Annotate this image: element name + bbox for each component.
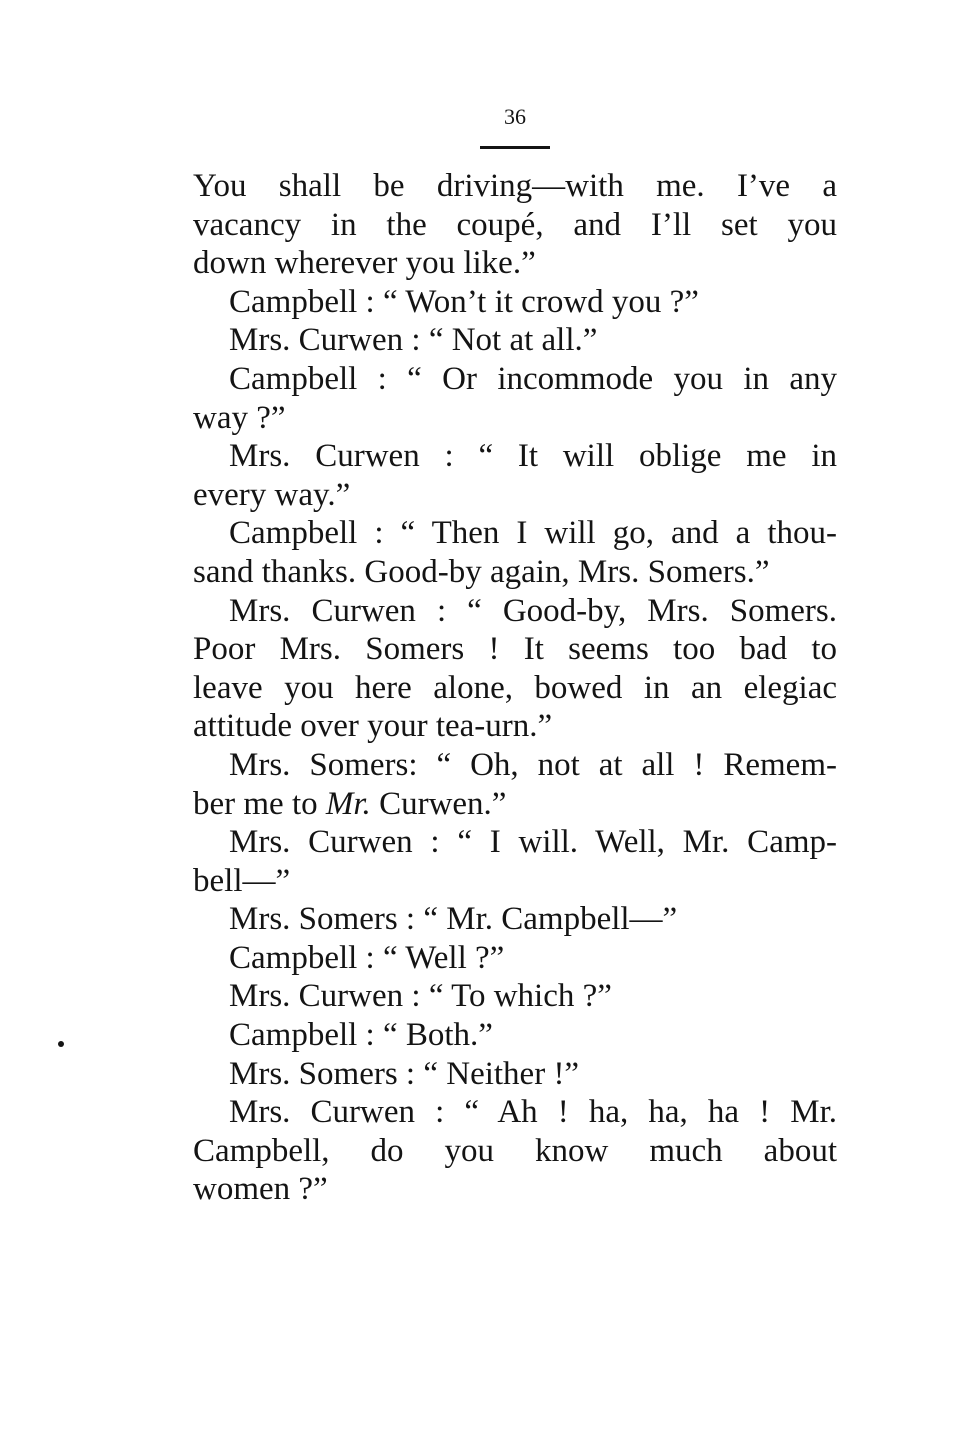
dialogue-line: Mrs. Somers : “ Neither !” xyxy=(229,1055,580,1092)
stray-mark xyxy=(58,1041,64,1047)
dialogue-line: Campbell : “ Both.” xyxy=(229,1017,493,1054)
text-line: attitude over your tea-urn.” xyxy=(193,708,553,745)
text-line xyxy=(193,785,837,824)
dialogue-line: Mrs. Curwen : “ I will. Well, Mr. Camp- xyxy=(229,824,837,861)
dialogue-line: Mrs. Somers: “ Oh, not at all ! Remem- xyxy=(229,746,837,783)
dialogue-line: Campbell : “ Or incommode you in any xyxy=(229,360,837,397)
dialogue-line: Mrs. Curwen : “ It will oblige me in xyxy=(229,438,837,475)
text-line: way ?” xyxy=(193,399,286,436)
dialogue-line: Mrs. Curwen : “ Good-by, Mrs. Somers. xyxy=(229,592,837,629)
text-line: women ?” xyxy=(193,1171,328,1208)
text-line: every way.” xyxy=(193,476,351,513)
dialogue-line: Mrs. Curwen : “ To which ?” xyxy=(229,978,612,1015)
body-text xyxy=(193,167,837,1209)
text-line: down wherever you like.” xyxy=(193,245,536,282)
text-line: Poor Mrs. Somers ! It seems too bad to xyxy=(193,631,837,668)
page-number: 36 xyxy=(504,104,526,129)
text-fragment: ber me to xyxy=(193,785,326,822)
dialogue-line: Campbell : “ Well ?” xyxy=(229,939,505,976)
text-line: You shall be driving—with me. I’ve a xyxy=(193,168,837,204)
text-fragment: Curwen.” xyxy=(379,785,507,822)
text-line: vacancy in the coupé, and I’ll set you xyxy=(193,206,837,243)
text-line: sand thanks. Good-by again, Mrs. Somers.” xyxy=(193,553,770,590)
dialogue-line: Campbell : “ Won’t it crowd you ?” xyxy=(229,283,699,320)
header-rule xyxy=(480,146,550,149)
dialogue-line: Mrs. Curwen : “ Not at all.” xyxy=(229,322,598,359)
dialogue-line: Mrs. Somers : “ Mr. Campbell—” xyxy=(229,901,678,938)
dialogue-line: Campbell : “ Then I will go, and a thou- xyxy=(229,515,837,552)
text-line: leave you here alone, bowed in an elegiac xyxy=(193,669,837,706)
dialogue-line: Mrs. Curwen : “ Ah ! ha, ha, ha ! Mr. xyxy=(229,1094,837,1131)
text-line: bell—” xyxy=(193,862,291,899)
text-line: Campbell, do you know much about xyxy=(193,1132,837,1169)
italic-name: Mr. xyxy=(325,785,371,822)
